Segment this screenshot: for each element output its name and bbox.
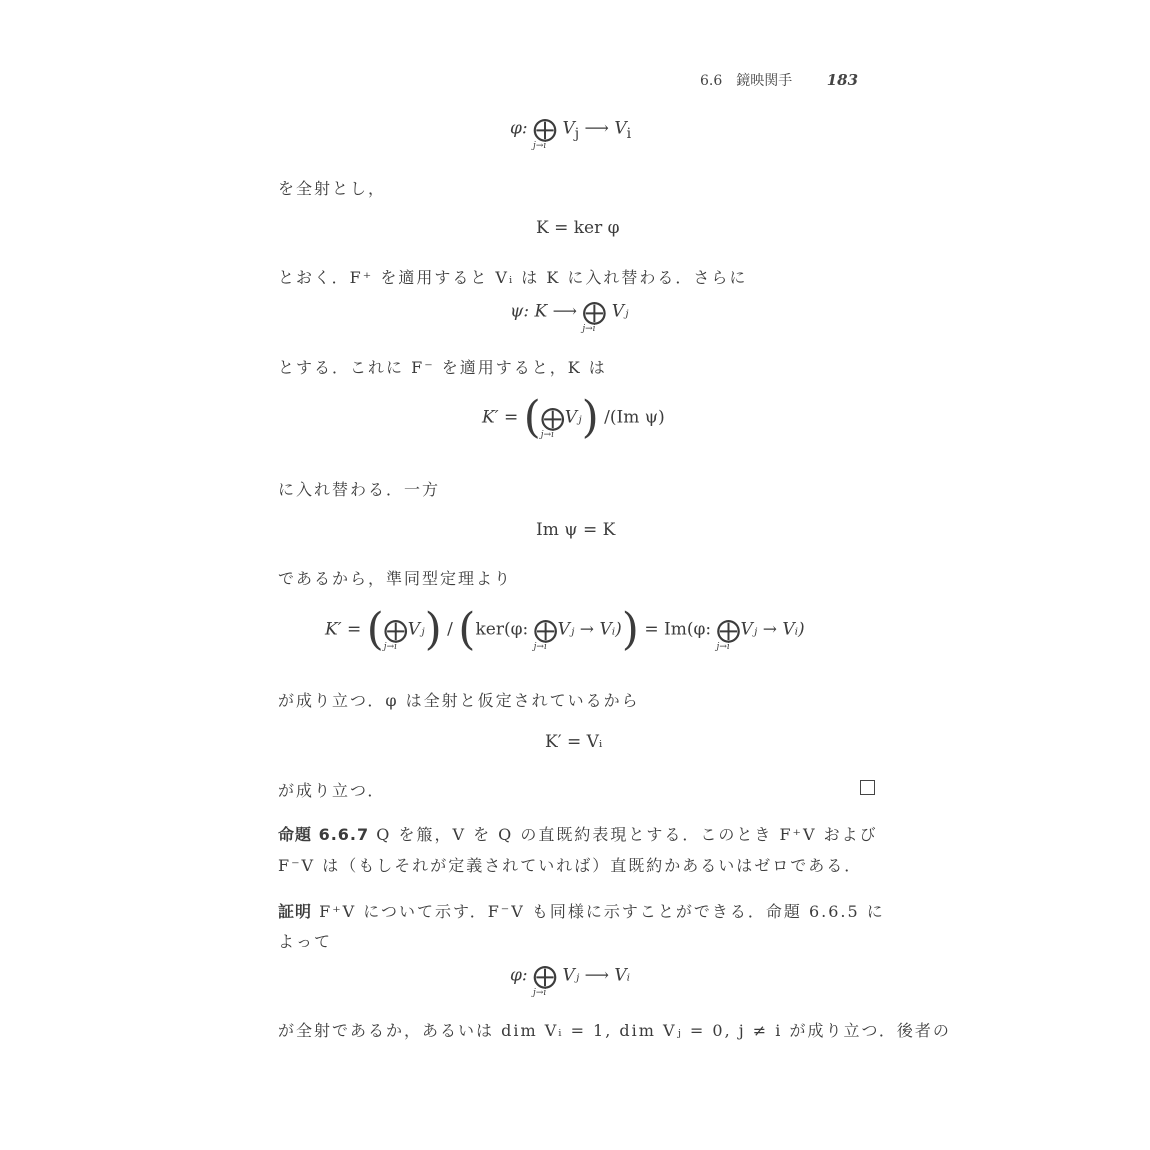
proof-line-1 [278,899,885,922]
text-line-2: とおく．F⁺ を適用すると Vᵢ は K に入れ替わる．さらに [278,268,748,287]
vj-sub: j [574,125,580,142]
proof-text-1: F⁺V について示す．F⁻V も同様に示すことができる．命題 6.6.5 に [319,902,885,921]
sum-subscript: j→i [716,642,730,652]
direct-sum-symbol: ⨁ j→i [716,616,741,652]
sum-subscript: j→i [540,430,555,440]
map-1: Vⱼ → Vᵢ) [557,619,622,640]
k-prime: K′ = [482,407,519,428]
sum-subscript: j→i [582,324,596,334]
equation-4 [482,392,665,443]
proposition-line-2: F⁻V は（もしそれが定義されていれば）直既約かあるいはゼロである． [278,856,863,875]
qed-box-icon [860,780,875,795]
map-2: Vⱼ → Vᵢ) [740,619,805,640]
proposition-label: 命題 6.6.7 [278,825,370,844]
text-line-4: に入れ替わる．一方 [278,480,441,499]
sum-subscript: j→i [533,642,547,652]
arrow: ⟶ [584,118,609,139]
direct-sum-symbol: ⨁ j→i [540,404,565,440]
direct-sum-symbol: ⨁ j→i [582,298,607,334]
sum-subscript: j→i [533,988,547,998]
direct-sum-symbol: ⨁ j→i [533,115,558,151]
k-prime: K′ = [325,619,362,640]
right-paren: ) [581,392,599,443]
psi-map: ψ: K ⟶ [510,301,577,322]
vj: Vⱼ [564,407,582,428]
proof-label: 証明 [278,902,313,921]
equation-2: K = ker φ [536,218,620,238]
right-paren: ) [621,604,639,655]
left-paren: ( [523,392,541,443]
text-line-3: とする．これに F⁻ を適用すると，K は [278,358,607,377]
vi-sub: i [626,125,632,142]
im-phi: = Im(φ: [644,619,712,640]
text-line-8: が全射であるか，あるいは dim Vᵢ = 1, dim Vⱼ = 0, j ≠ i が成り立つ．後者の [278,1021,951,1040]
direct-sum-symbol: ⨁ j→i [383,616,408,652]
proposition-text-1: Q を箙，V を Q の直既約表現とする．このとき F⁺V および [376,825,878,844]
page-number: 183 [826,71,859,89]
map: Vⱼ ⟶ Vᵢ [562,965,631,986]
direct-sum-symbol: ⨁ j→i [533,616,558,652]
equation-6 [325,604,805,655]
vi: V [614,118,627,139]
ker-phi: ker(φ: [475,619,529,640]
text-line-5: であるから，準同型定理より [278,569,513,588]
quotient: /(Im ψ) [604,407,665,428]
text-line-7: が成り立つ． [278,781,386,800]
sum-subscript: j→i [533,141,547,151]
vj: Vⱼ [407,619,425,640]
text-line-1: を全射とし， [278,179,387,198]
phi-symbol: φ: [510,965,528,986]
proof-line-2: よって [278,932,333,951]
section-title: 6.6 鏡映関手 [700,73,793,89]
direct-sum-symbol: ⨁ j→i [533,962,558,998]
vj: Vⱼ [611,301,629,322]
left-paren: ( [366,604,384,655]
equation-5: Im ψ = K [536,520,616,540]
running-header [700,70,858,90]
equation-3 [510,298,629,334]
left-paren: ( [458,604,476,655]
phi-symbol: φ: [510,118,528,139]
proposition-line-1 [278,822,878,845]
equation-8 [510,962,631,998]
vj: V [562,118,575,139]
sum-subscript: j→i [383,642,398,652]
equation-1 [510,115,632,151]
right-paren: ) [424,604,442,655]
slash: / [447,619,453,640]
text-line-6: が成り立つ．φ は全射と仮定されているから [278,691,640,710]
equation-7: K′ = Vᵢ [545,732,603,752]
